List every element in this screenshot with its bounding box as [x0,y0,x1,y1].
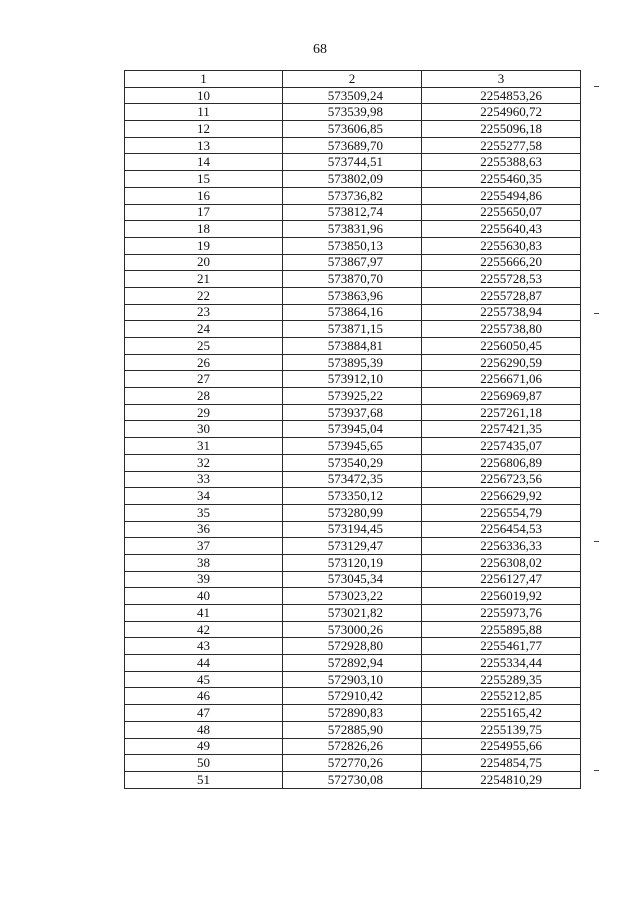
table-row [125,571,581,588]
y-coordinate-cell: 2256290,59 [422,354,581,371]
table-row [125,421,581,438]
x-coordinate-cell: 573472,35 [283,471,422,488]
y-coordinate-cell: 2256308,02 [422,554,581,571]
point-number-cell: 42 [125,621,283,638]
table-row [125,638,581,655]
table-row [125,254,581,271]
point-number-cell: 45 [125,671,283,688]
y-coordinate-cell: 2257435,07 [422,438,581,455]
y-coordinate-cell: 2255738,80 [422,321,581,338]
scan-mark [594,86,599,87]
y-coordinate-cell: 2256050,45 [422,338,581,355]
table-row [125,338,581,355]
x-coordinate-cell: 572885,90 [283,721,422,738]
table-row [125,121,581,138]
x-coordinate-cell: 573945,04 [283,421,422,438]
table-row [125,221,581,238]
coordinate-table-container [124,70,580,789]
y-coordinate-cell: 2256019,92 [422,588,581,605]
point-number-cell: 40 [125,588,283,605]
x-coordinate-cell: 572826,26 [283,738,422,755]
point-number-cell: 48 [125,721,283,738]
point-number-cell: 44 [125,655,283,672]
x-coordinate-cell: 573689,70 [283,137,422,154]
scan-mark [594,541,599,542]
y-coordinate-cell: 2255460,35 [422,171,581,188]
point-number-cell: 32 [125,454,283,471]
x-coordinate-cell: 573884,81 [283,338,422,355]
table-row [125,454,581,471]
table-row [125,321,581,338]
y-coordinate-cell: 2255494,86 [422,187,581,204]
table-row [125,204,581,221]
table-row [125,137,581,154]
table-row [125,187,581,204]
y-coordinate-cell: 2254960,72 [422,104,581,121]
point-number-cell: 38 [125,554,283,571]
point-number-cell: 43 [125,638,283,655]
y-coordinate-cell: 2255165,42 [422,705,581,722]
y-coordinate-cell: 2256127,47 [422,571,581,588]
x-coordinate-cell: 572892,94 [283,655,422,672]
x-coordinate-cell: 573870,70 [283,271,422,288]
point-number-cell: 10 [125,87,283,104]
y-coordinate-cell: 2256671,06 [422,371,581,388]
point-number-cell: 14 [125,154,283,171]
column-header: 2 [283,71,422,88]
table-row [125,688,581,705]
x-coordinate-cell: 573736,82 [283,187,422,204]
x-coordinate-cell: 572903,10 [283,671,422,688]
y-coordinate-cell: 2255630,83 [422,237,581,254]
y-coordinate-cell: 2256454,53 [422,521,581,538]
y-coordinate-cell: 2255212,85 [422,688,581,705]
x-coordinate-cell: 573509,24 [283,87,422,104]
table-row [125,538,581,555]
y-coordinate-cell: 2255640,43 [422,221,581,238]
table-row [125,371,581,388]
x-coordinate-cell: 573945,65 [283,438,422,455]
y-coordinate-cell: 2255728,87 [422,287,581,304]
table-row [125,488,581,505]
x-coordinate-cell: 573937,68 [283,404,422,421]
x-coordinate-cell: 573021,82 [283,605,422,622]
x-coordinate-cell: 573045,34 [283,571,422,588]
scan-mark [594,770,599,771]
x-coordinate-cell: 573831,96 [283,221,422,238]
x-coordinate-cell: 573925,22 [283,388,422,405]
y-coordinate-cell: 2255096,18 [422,121,581,138]
point-number-cell: 46 [125,688,283,705]
table-row [125,438,581,455]
table-row [125,721,581,738]
point-number-cell: 24 [125,321,283,338]
table-row [125,471,581,488]
x-coordinate-cell: 573867,97 [283,254,422,271]
table-row [125,354,581,371]
y-coordinate-cell: 2255728,53 [422,271,581,288]
table-row [125,87,581,104]
point-number-cell: 34 [125,488,283,505]
point-number-cell: 31 [125,438,283,455]
point-number-cell: 11 [125,104,283,121]
table-row [125,621,581,638]
table-row [125,655,581,672]
x-coordinate-cell: 572928,80 [283,638,422,655]
y-coordinate-cell: 2257421,35 [422,421,581,438]
table-row [125,287,581,304]
x-coordinate-cell: 572890,83 [283,705,422,722]
y-coordinate-cell: 2254810,29 [422,771,581,788]
x-coordinate-cell: 573744,51 [283,154,422,171]
table-row [125,304,581,321]
y-coordinate-cell: 2255388,63 [422,154,581,171]
y-coordinate-cell: 2256629,92 [422,488,581,505]
table-header [125,71,581,88]
x-coordinate-cell: 573864,16 [283,304,422,321]
y-coordinate-cell: 2255666,20 [422,254,581,271]
table-row [125,588,581,605]
y-coordinate-cell: 2255650,07 [422,204,581,221]
table-row [125,504,581,521]
point-number-cell: 41 [125,605,283,622]
point-number-cell: 26 [125,354,283,371]
table-row [125,755,581,772]
point-number-cell: 29 [125,404,283,421]
point-number-cell: 18 [125,221,283,238]
point-number-cell: 15 [125,171,283,188]
point-number-cell: 22 [125,287,283,304]
x-coordinate-cell: 572730,08 [283,771,422,788]
x-coordinate-cell: 573539,98 [283,104,422,121]
x-coordinate-cell: 573802,09 [283,171,422,188]
x-coordinate-cell: 573023,22 [283,588,422,605]
page-number: 68 [313,42,327,57]
y-coordinate-cell: 2255289,35 [422,671,581,688]
y-coordinate-cell: 2256554,79 [422,504,581,521]
y-coordinate-cell: 2255139,75 [422,721,581,738]
x-coordinate-cell: 572910,42 [283,688,422,705]
x-coordinate-cell: 573540,29 [283,454,422,471]
y-coordinate-cell: 2254854,75 [422,755,581,772]
coordinate-table [124,70,581,789]
table-row [125,388,581,405]
table-row [125,738,581,755]
table-row [125,605,581,622]
point-number-cell: 13 [125,137,283,154]
y-coordinate-cell: 2257261,18 [422,404,581,421]
y-coordinate-cell: 2255973,76 [422,605,581,622]
x-coordinate-cell: 573350,12 [283,488,422,505]
y-coordinate-cell: 2256723,56 [422,471,581,488]
scan-mark [594,313,599,314]
y-coordinate-cell: 2255895,88 [422,621,581,638]
table-row [125,521,581,538]
y-coordinate-cell: 2255334,44 [422,655,581,672]
x-coordinate-cell: 572770,26 [283,755,422,772]
column-header: 1 [125,71,283,88]
table-row [125,271,581,288]
y-coordinate-cell: 2256336,33 [422,538,581,555]
x-coordinate-cell: 573129,47 [283,538,422,555]
point-number-cell: 21 [125,271,283,288]
point-number-cell: 49 [125,738,283,755]
column-header: 3 [422,71,581,88]
y-coordinate-cell: 2256969,87 [422,388,581,405]
table-row [125,554,581,571]
table-row [125,771,581,788]
point-number-cell: 17 [125,204,283,221]
y-coordinate-cell: 2256806,89 [422,454,581,471]
y-coordinate-cell: 2254853,26 [422,87,581,104]
y-coordinate-cell: 2255738,94 [422,304,581,321]
point-number-cell: 19 [125,237,283,254]
header-row [125,71,581,88]
x-coordinate-cell: 573863,96 [283,287,422,304]
point-number-cell: 33 [125,471,283,488]
x-coordinate-cell: 573850,13 [283,237,422,254]
x-coordinate-cell: 573280,99 [283,504,422,521]
table-row [125,171,581,188]
y-coordinate-cell: 2255461,77 [422,638,581,655]
point-number-cell: 47 [125,705,283,722]
y-coordinate-cell: 2254955,66 [422,738,581,755]
point-number-cell: 30 [125,421,283,438]
table-body [125,87,581,788]
table-row [125,404,581,421]
point-number-cell: 25 [125,338,283,355]
point-number-cell: 23 [125,304,283,321]
point-number-cell: 37 [125,538,283,555]
point-number-cell: 27 [125,371,283,388]
point-number-cell: 39 [125,571,283,588]
table-row [125,705,581,722]
table-row [125,154,581,171]
x-coordinate-cell: 573871,15 [283,321,422,338]
x-coordinate-cell: 573000,26 [283,621,422,638]
y-coordinate-cell: 2255277,58 [422,137,581,154]
table-row [125,104,581,121]
point-number-cell: 36 [125,521,283,538]
x-coordinate-cell: 573120,19 [283,554,422,571]
point-number-cell: 51 [125,771,283,788]
point-number-cell: 20 [125,254,283,271]
point-number-cell: 28 [125,388,283,405]
point-number-cell: 16 [125,187,283,204]
x-coordinate-cell: 573895,39 [283,354,422,371]
x-coordinate-cell: 573194,45 [283,521,422,538]
table-row [125,237,581,254]
point-number-cell: 50 [125,755,283,772]
x-coordinate-cell: 573606,85 [283,121,422,138]
point-number-cell: 12 [125,121,283,138]
table-row [125,671,581,688]
x-coordinate-cell: 573912,10 [283,371,422,388]
x-coordinate-cell: 573812,74 [283,204,422,221]
point-number-cell: 35 [125,504,283,521]
